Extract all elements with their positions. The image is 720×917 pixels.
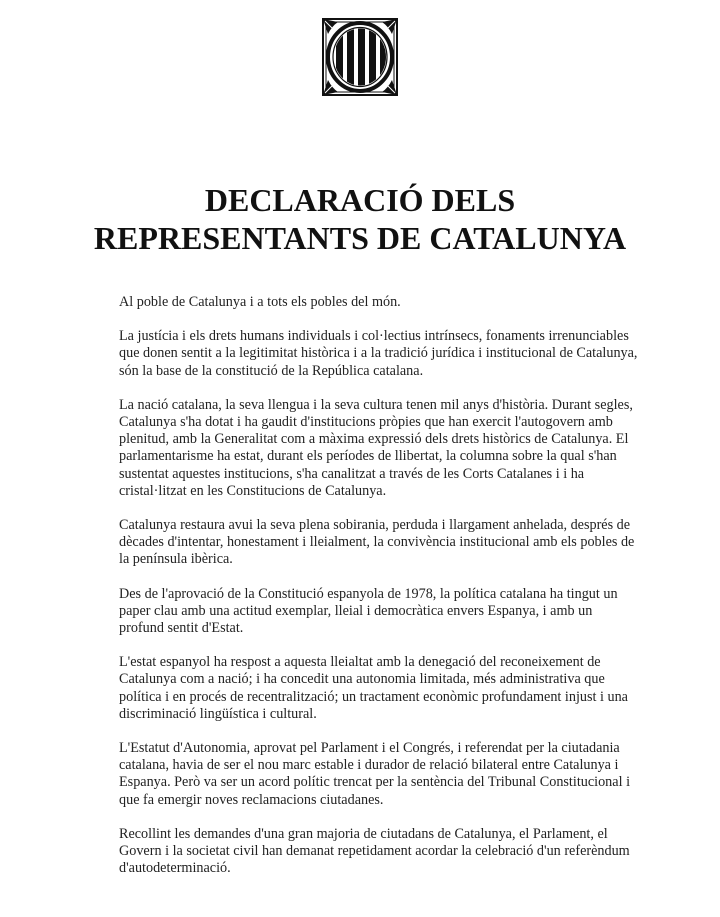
text-line: paper clau amb una actitud exemplar, lleial i democràtica envers Espanya, i amb un: [119, 602, 593, 619]
text-line: sustentat aquestes institucions, s'ha canalitzat a través de les Corts Catalanes i i ha: [119, 465, 585, 482]
paragraph-constitution-1978: [119, 586, 679, 638]
paragraph-estatut: [119, 740, 679, 809]
document-title: [0, 181, 720, 257]
paragraph-justice: [119, 328, 679, 380]
text-line: plenitud, amb la Generalitat com a màxima expressió dels drets històrics de Catalunya. El: [119, 431, 629, 448]
title-line: DECLARACIÓ DELS: [204, 182, 516, 218]
text-line: que fa emergir noves reclamacions ciutadanes.: [119, 791, 384, 808]
text-line: parlamentarisme ha estat, durant els períodes de llibertat, la columna sobre la qual s'han: [119, 448, 617, 465]
text-line: Catalunya restaura avui la seva plena sobirania, perduda i llargament anhelada, després de: [119, 517, 631, 534]
text-line: L'Estatut d'Autonomia, aprovat pel Parlament i el Congrés, i referendat per la ciutadania: [119, 740, 620, 757]
text-line: Des de l'aprovació de la Constitució espanyola de 1978, la política catalana ha tingut un: [119, 585, 618, 602]
document-body: [119, 294, 679, 894]
text-line: cristal·litzat en les Constitucions de Catalunya.: [119, 482, 387, 499]
text-line: Recollint les demandes d'una gran majoria de ciutadans de Catalunya, el Parlament, el: [119, 825, 608, 842]
text-line: catalana, havia de ser el nou marc estable i durador de relació bilateral entre Catalunya i: [119, 757, 619, 774]
coat-of-arms-icon: [322, 18, 398, 96]
paragraph-spanish-state: [119, 654, 679, 723]
text-line: dècades d'intentar, honestament i lleialment, la convivència institucional amb els pobles de: [119, 534, 635, 551]
text-line: la península ibèrica.: [119, 551, 233, 568]
text-line: Catalunya com a nació; i ha concedit una autonomia limitada, més administrativa que: [119, 671, 605, 688]
text-line: Catalunya s'ha dotat i ha gaudit d'institucions pròpies que han exercit l'autogovern amb: [119, 414, 613, 431]
paragraph-referendum: [119, 826, 679, 878]
text-line: L'estat espanyol ha respost a aquesta lleialtat amb la denegació del reconeixement de: [119, 654, 601, 671]
text-line: d'autodeterminació.: [119, 860, 231, 877]
title-line: REPRESENTANTS DE CATALUNYA: [93, 220, 627, 256]
paragraph-nation-history: [119, 397, 679, 500]
text-line: Espanya. Però va ser un acord polític trencat per la sentència del Tribunal Constitucional i: [119, 774, 631, 791]
text-line: que donen sentit a la legitimitat històrica i a la tradició jurídica i institucional de Catalunya,: [119, 345, 638, 362]
text-line: La nació catalana, la seva llengua i la seva cultura tenen mil anys d'història. Durant segles,: [119, 396, 633, 413]
coat-of-arms-emblem: [322, 18, 398, 96]
salutation: [119, 294, 679, 311]
text-line: política i en procés de recentralització; un tractament econòmic profundament injust i una: [119, 688, 628, 705]
text-line: profund sentit d'Estat.: [119, 620, 244, 637]
text-line: són la base de la constitució de la República catalana.: [119, 362, 424, 379]
paragraph-sovereignty: [119, 517, 679, 569]
text-line: La justícia i els drets humans individuals i col·lectius intrínsecs, fonaments irrenunciables: [119, 328, 629, 345]
salutation-line: Al poble de Catalunya i a tots els pobles del món.: [119, 294, 401, 310]
text-line: Govern i la societat civil han demanat repetidament acordar la celebració d'un referèndum: [119, 843, 630, 860]
text-line: discriminació lingüística i cultural.: [119, 705, 317, 722]
